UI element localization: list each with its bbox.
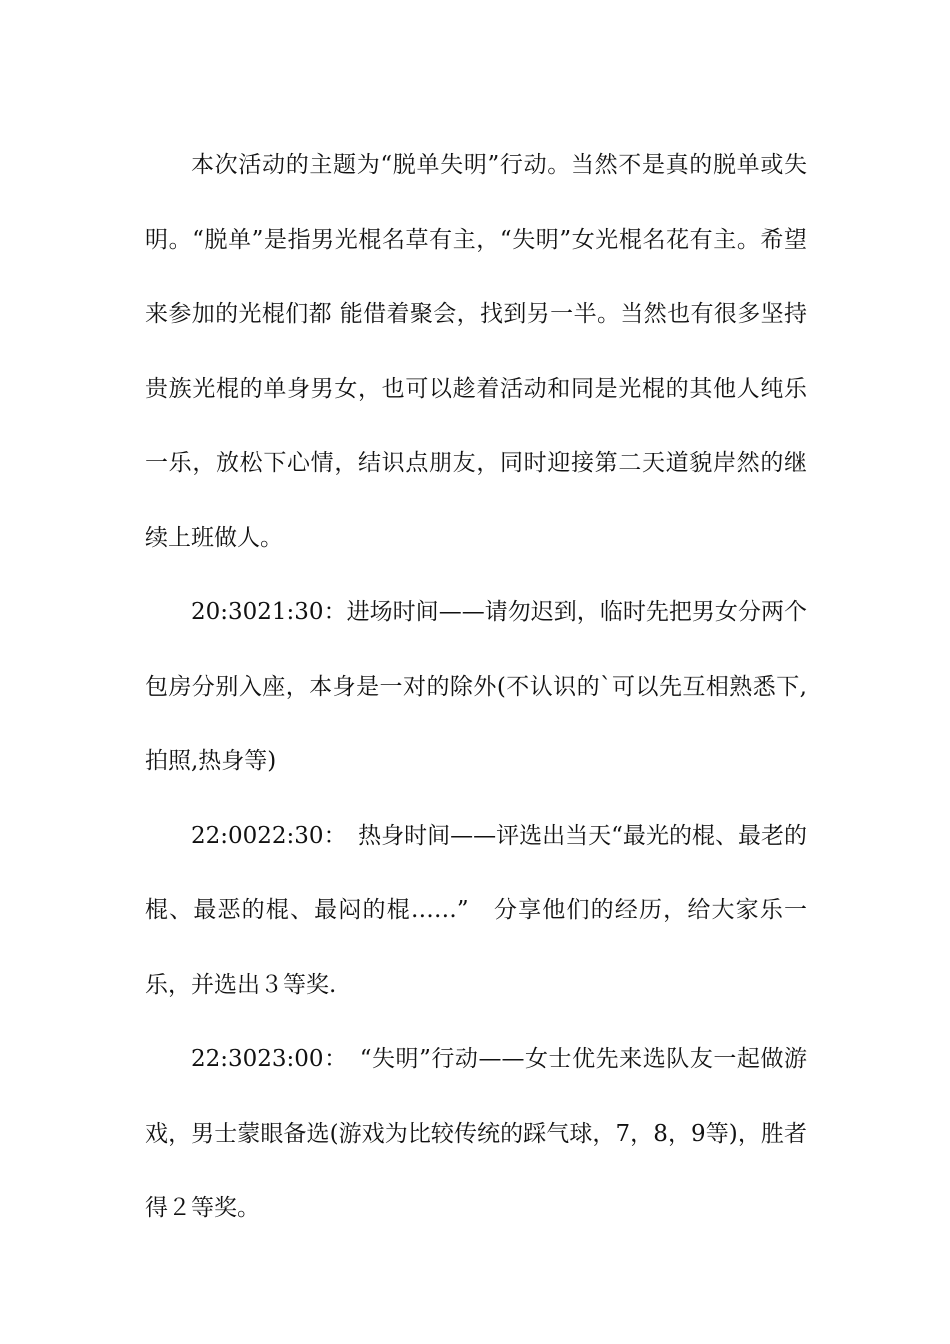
paragraph-theme: 本次活动的主题为“脱单失明”行动。当然不是真的脱单或失明。“脱单”是指男光棍名草有主，“失明”女光棍名花有主。希望来参加的光棍们都 能借着聚会，找到另一半。当然也有很多坚持贵族光棍的单身男女，也可以趁着活动和同是光棍的其他人纯乐一乐，放松下心情，结识点朋友，同时迎接第二天道貌岸然的继续上班做人。 — [145, 152, 807, 551]
document-body — [145, 128, 807, 1246]
paragraph-warmup-time: 22:0022:30： 热身时间——评选出当天“最光的棍、最老的棍、最恶的棍、最闷的棍……” 分享他们的经历，给大家乐一乐，并选出３等奖. — [145, 822, 807, 998]
paragraph-blind-game: 22:3023:00： “失明”行动——女士优先来选队友一起做游戏，男士蒙眼备选(游戏为比较传统的踩气球，7，8，9等)，胜者得２等奖。 — [145, 1046, 807, 1221]
paragraph-entry-time: 20:3021:30：进场时间——请勿迟到，临时先把男女分两个包房分别入座，本身是一对的除外(不认识的`可以先互相熟悉下,拍照,热身等) — [145, 599, 807, 774]
